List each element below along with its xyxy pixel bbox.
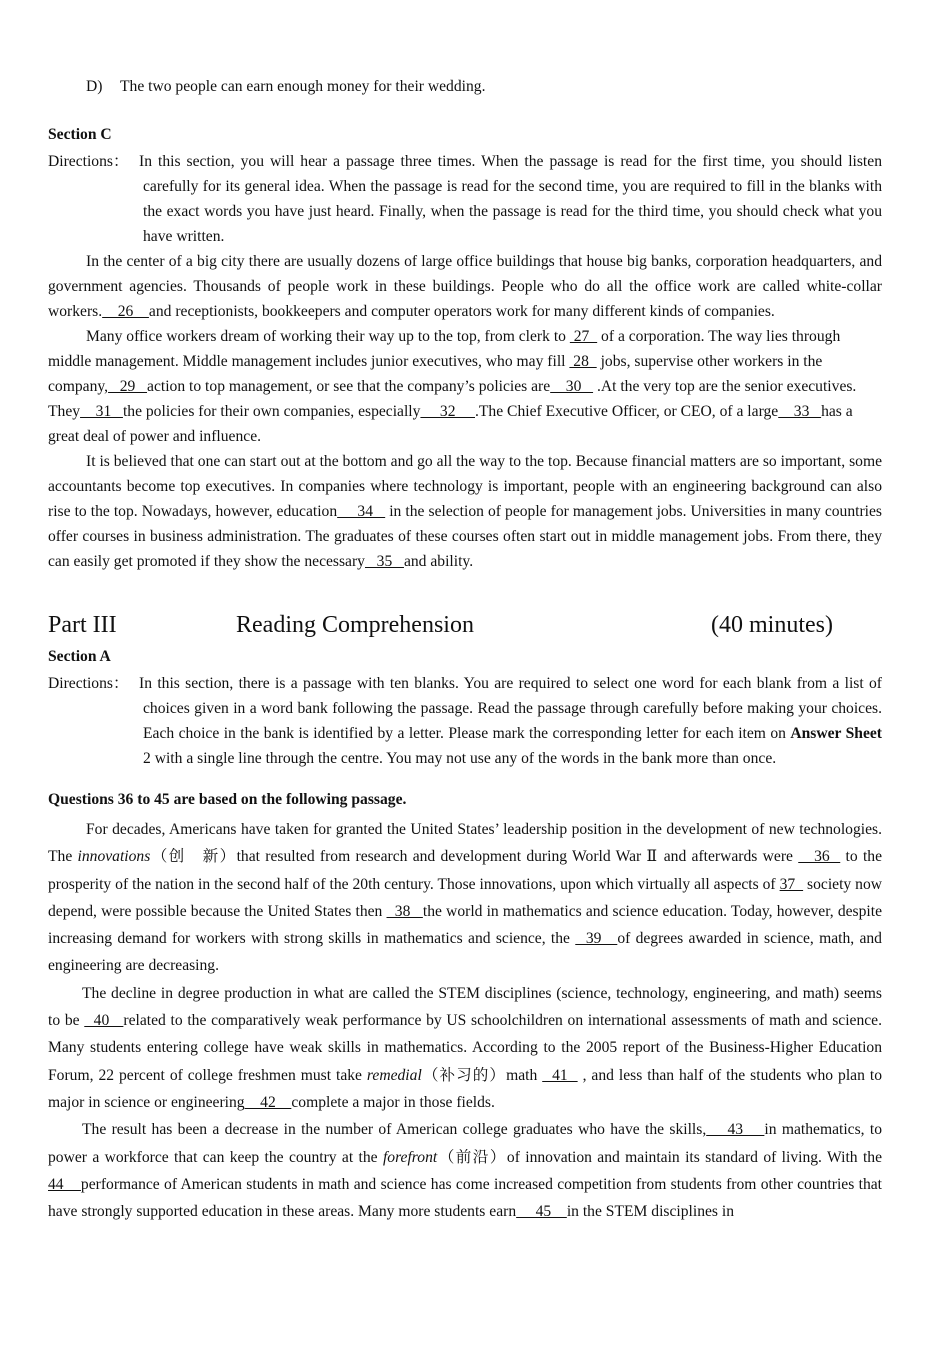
blank-35: 35 <box>364 553 404 570</box>
part-title: Reading Comprehension <box>236 612 474 638</box>
blank-39: 39 <box>575 930 618 948</box>
section-a-title: Section A <box>48 648 111 665</box>
passage-paragraph: The result has been a decrease in the number of American college graduates who have the skills, 43 in mathematics, to power a workforce that can keep the country at the forefront（前沿）of innovation and maintain its standard of living. With the 44 performance of American students in math and science has come increased competition from students from other countries that have strongly supported education in these areas. Many more students earn 45 in the STEM disciplines in <box>48 1121 882 1221</box>
blank-28: 28 <box>569 353 597 370</box>
blank-36: 36 <box>798 848 841 866</box>
blank-45: 45 <box>516 1203 567 1221</box>
directions-text: In this section, you will hear a passage three times. When the passage is read for the first time, you should listen carefully for its general idea. When the passage is read for the second time, you are required to fill in the blanks with the exact words you have just heard. Finally, when the passage is read for the third time, you should check what you have written. <box>139 153 882 245</box>
blank-37: 37 <box>779 875 804 893</box>
part-iii-heading <box>48 612 882 646</box>
passage-paragraph: Many office workers dream of working their way up to the top, from clerk to 27 of a corporation. The way lies through middle management. Middle management includes junior executives, who may fill 28 jobs, supervise other workers in the company, 29 action to top management, or see that the company’s policies are 30 .At the very top are the senior executives. They 31 the policies for their own companies, especially 32 .The Chief Executive Officer, or CEO, of a large 33 has a great deal of power and influence. <box>48 328 857 445</box>
directions-label: Directions： <box>48 153 129 170</box>
blank-26: 26 <box>102 303 149 320</box>
section-c-directions <box>48 149 882 249</box>
section-a <box>48 648 882 1225</box>
blank-27: 27 <box>569 328 598 345</box>
directions-text: In this section, there is a passage with ten blanks. You are required to select one word for each blank from a list of choices given in a word bank following the passage. Read the passage through carefully before making your choices. Each choice in the bank is identified by a letter. Please mark the corresponding letter for each item on Answer Sheet 2 with a single line through the centre. You may not use any of the words in the bank more than once. <box>139 675 882 767</box>
option-text: The two people can earn enough money for their wedding. <box>120 78 486 95</box>
section-c-title: Section C <box>48 126 112 143</box>
blank-38: 38 <box>386 902 423 920</box>
blank-40: 40 <box>84 1012 124 1030</box>
blank-42: 42 <box>244 1093 292 1111</box>
blank-31: 31 <box>80 403 123 420</box>
option-letter: D) <box>86 78 103 95</box>
passage-paragraph: For decades, Americans have taken for granted the United States’ leadership position in the development of new technologies. The innovations（创 新）that resulted from research and development during World War Ⅱ and afterwards were 36 to the prosperity of the nation in the second half of the 20th century. Those innovations, upon which virtually all aspects of 37 society now depend, were possible because the United States then 38 the world in mathematics and science education. Today, however, despite increasing demand for workers with strong skills in mathematics and science, the 39 of degrees awarded in science, math, and engineering are decreasing. <box>48 821 883 975</box>
blank-30: 30 <box>550 378 594 395</box>
passage-paragraph: The decline in degree production in what are called the STEM disciplines (science, technology, engineering, and math) seems to be 40 related to the comparatively weak performance by US schoolchildren on international assessments of math and science. Many students entering college have weak skills in mathematics. According to the 2005 report of the Business-Higher Education Forum, 22 percent of college freshmen must take remedial（补习的）math 41 , and less than half of the students who plan to major in science or engineering 42 complete a major in those fields. <box>48 984 882 1111</box>
questions-intro: Questions 36 to 45 are based on the following passage. <box>48 791 407 808</box>
blank-34: 34 <box>337 503 386 520</box>
blank-41: 41 <box>542 1066 578 1084</box>
part-number: Part III <box>48 612 117 638</box>
answer-option-d <box>86 78 485 96</box>
section-a-directions <box>48 671 882 771</box>
blank-44: 44 <box>48 1175 81 1193</box>
passage-paragraph: It is believed that one can start out at the bottom and go all the way to the top. Because financial matters are so important, some accountants become top executives. In companies where technology is important, people with an engineering background can also rise to the top. Nowadays, however, education 34 in the selection of people for management jobs. Universities in many countries offer courses in business administration. The graduates of these courses often start out in middle management jobs. From there, they can easily get promoted if they show the necessary 35 and ability. <box>48 453 882 570</box>
section-c <box>48 126 882 574</box>
blank-32: 32 <box>420 403 475 420</box>
directions-label: Directions： <box>48 675 129 692</box>
blank-29: 29 <box>108 378 148 395</box>
part-time: (40 minutes) <box>711 612 833 638</box>
blank-33: 33 <box>778 403 822 420</box>
passage-paragraph: In the center of a big city there are usually dozens of large office buildings that house big banks, corporation headquarters, and government agencies. Thousands of people work in these buildings. People who do all the office work are called white-collar workers. 26 and receptionists, bookkeepers and computer operators work for many different kinds of companies. <box>48 253 882 320</box>
blank-43: 43 <box>706 1121 765 1139</box>
